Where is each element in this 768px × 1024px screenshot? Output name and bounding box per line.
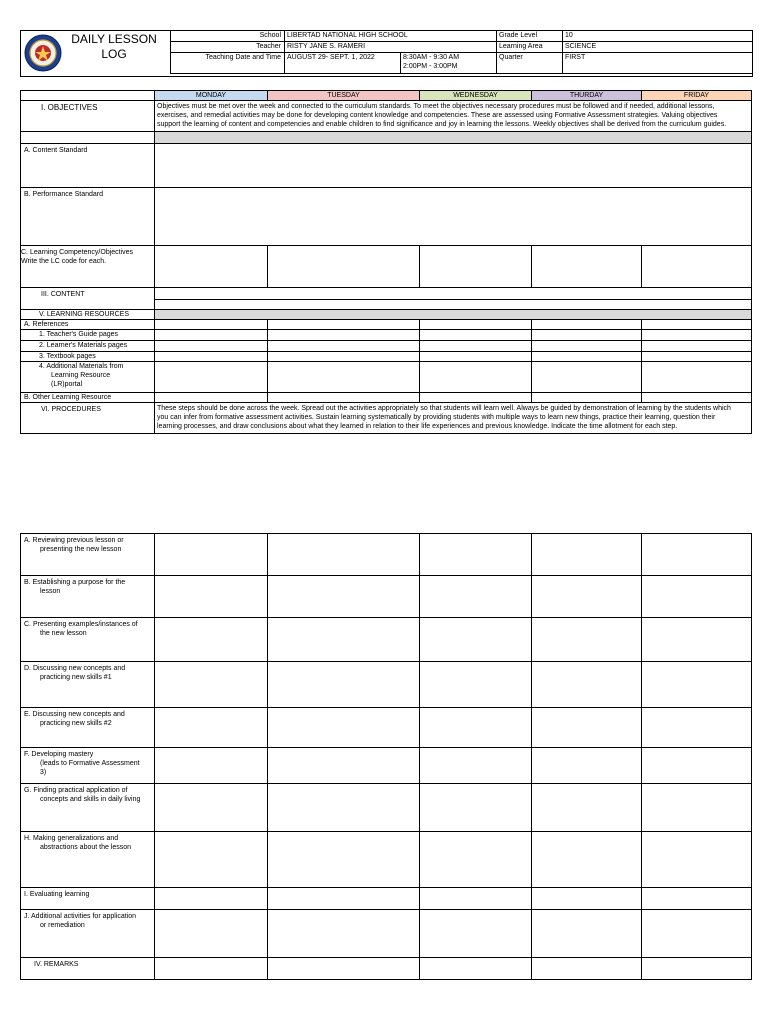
performance-standard-cell[interactable] (155, 188, 752, 246)
procedure-cell-monday[interactable] (155, 662, 268, 708)
procedure-row (21, 784, 752, 832)
header-info-table (170, 30, 753, 74)
procedure-cell-monday[interactable] (155, 618, 268, 662)
content-cell-1[interactable] (155, 288, 752, 300)
procedures-label: VI. PROCEDURES (21, 403, 155, 434)
add-mat-line3: (LR)portal (51, 381, 83, 388)
procedure-cell-monday[interactable] (155, 748, 268, 784)
procedure-cell-thursday[interactable] (532, 618, 642, 662)
procedure-label-line1: E. Discussing new concepts and (24, 711, 125, 718)
lm-pages-label: 2. Learner's Materials pages (21, 341, 155, 352)
procedure-cell-friday[interactable] (642, 708, 752, 748)
procedure-cell-monday[interactable] (155, 784, 268, 832)
competency-wednesday[interactable] (420, 246, 532, 288)
competency-friday[interactable] (642, 246, 752, 288)
content-standard-cell[interactable] (155, 144, 752, 188)
time-value-2: 2:00PM - 3:00PM (403, 63, 458, 70)
day-tuesday: TUESDAY (268, 91, 420, 101)
procedure-cell-wednesday[interactable] (420, 784, 532, 832)
procedure-row (21, 888, 752, 910)
procedure-label-line2: (leads to Formative Assessment (40, 760, 140, 767)
procedure-label-line2: abstractions about the lesson (40, 844, 132, 851)
school-label: School (171, 31, 285, 42)
procedure-label-line1: D. Discussing new concepts and (24, 665, 126, 672)
other-resource-label: B. Other Learning Resource (21, 393, 155, 403)
quarter-label: Quarter (497, 53, 563, 74)
content-standard-label: A. Content Standard (21, 144, 155, 188)
procedure-row (21, 576, 752, 618)
procedure-cell-friday[interactable] (642, 958, 752, 980)
procedures-text-3: learning processes, and draw conclusions about what they learned in relation to their life experiences and previous knowledge. Indicate the time allotment for each step. (157, 423, 678, 430)
procedure-label (21, 662, 155, 708)
blank-cell (21, 132, 155, 144)
date-label: Teaching Date and Time (171, 53, 285, 74)
objectives-text (155, 101, 752, 132)
resources-label: V. LEARNING RESOURCES (21, 310, 155, 320)
content-cell-2[interactable] (155, 300, 752, 310)
procedure-cell-thursday[interactable] (532, 784, 642, 832)
procedure-cell-friday[interactable] (642, 534, 752, 576)
procedure-cell-thursday[interactable] (532, 888, 642, 910)
procedure-label-line1: H. Making generalizations and (24, 835, 119, 842)
procedure-label-line1: A. Reviewing previous lesson or (24, 537, 124, 544)
teacher-label: Teacher (171, 42, 285, 53)
procedure-label-line1: I. Evaluating learning (24, 891, 90, 898)
procedure-cell-thursday[interactable] (532, 662, 642, 708)
procedure-cell-monday[interactable] (155, 832, 268, 888)
procedure-cell-tuesday[interactable] (268, 662, 420, 708)
procedure-cell-monday[interactable] (155, 708, 268, 748)
procedure-label-line2: practicing new skills #1 (40, 674, 112, 681)
procedures-text-1: These steps should be done across the week. Spread out the activities appropriately so that students will learn well. Always be guided by demonstration of learning by the students which (157, 405, 731, 412)
procedure-cell-wednesday[interactable] (420, 748, 532, 784)
quarter-value: FIRST (563, 53, 753, 74)
procedure-label (21, 910, 155, 958)
references-label: A. References (21, 320, 155, 330)
procedure-label (21, 748, 155, 784)
procedure-row (21, 910, 752, 958)
title-line1: DAILY LESSON (71, 32, 157, 46)
school-value: LIBERTAD NATIONAL HIGH SCHOOL (285, 31, 497, 42)
day-wednesday: WEDNESDAY (420, 91, 532, 101)
performance-standard-label: B. Performance Standard (21, 188, 155, 246)
competency-tuesday[interactable] (268, 246, 420, 288)
procedure-label (21, 708, 155, 748)
procedures-table (20, 533, 752, 980)
procedure-cell-tuesday[interactable] (268, 784, 420, 832)
procedure-cell-thursday[interactable] (532, 910, 642, 958)
procedure-row (21, 708, 752, 748)
procedure-row (21, 618, 752, 662)
competency-label (21, 246, 155, 288)
additional-materials-label (21, 362, 155, 393)
procedure-cell-friday[interactable] (642, 618, 752, 662)
competency-monday[interactable] (155, 246, 268, 288)
procedures-text-2: you can infer from formative assessment activities. Sustain learning systematically by providing students with multiple ways to learn new things, practice their learning, question their (157, 414, 716, 421)
resources-gray-band (155, 310, 752, 320)
procedure-cell-wednesday[interactable] (420, 888, 532, 910)
teacher-value: RISTY JANE S. RAMERI (285, 42, 497, 53)
objectives-label: I. OBJECTIVES (21, 101, 155, 132)
procedure-cell-tuesday[interactable] (268, 910, 420, 958)
day-friday: FRIDAY (642, 91, 752, 101)
procedure-cell-friday[interactable] (642, 662, 752, 708)
procedure-row (21, 534, 752, 576)
procedure-label (21, 534, 155, 576)
procedure-cell-tuesday[interactable] (268, 576, 420, 618)
add-mat-line1: 4. Additional Materials from (39, 363, 124, 370)
procedure-label-line3: 3) (40, 769, 47, 776)
competency-line2: Write the LC code for each. (21, 258, 107, 265)
procedure-label-line1: C. Presenting examples/instances of (24, 621, 138, 628)
procedure-row (21, 832, 752, 888)
procedure-cell-friday[interactable] (642, 910, 752, 958)
objectives-text-1: Objectives must be met over the week and connected to the curriculum standards. To meet the objectives necessary procedures must be followed and if needed, additional lessons, (157, 103, 715, 110)
procedure-label (21, 784, 155, 832)
lesson-plan-table-top (20, 90, 752, 434)
content-label: III. CONTENT (21, 288, 155, 310)
procedure-cell-tuesday[interactable] (268, 534, 420, 576)
empty-corner (21, 91, 155, 101)
procedure-cell-tuesday[interactable] (268, 748, 420, 784)
gray-band (155, 132, 752, 144)
procedure-cell-friday[interactable] (642, 784, 752, 832)
procedure-cell-tuesday[interactable] (268, 708, 420, 748)
grade-value: 10 (563, 31, 753, 42)
procedure-cell-monday[interactable] (155, 888, 268, 910)
procedure-cell-monday[interactable] (155, 534, 268, 576)
procedure-cell-wednesday[interactable] (420, 832, 532, 888)
procedure-cell-wednesday[interactable] (420, 958, 532, 980)
procedure-cell-tuesday[interactable] (268, 832, 420, 888)
procedure-cell-thursday[interactable] (532, 576, 642, 618)
school-seal-logo (24, 34, 62, 72)
procedure-row (21, 958, 752, 980)
procedure-label (21, 958, 155, 980)
procedure-cell-friday[interactable] (642, 832, 752, 888)
procedure-cell-thursday[interactable] (532, 708, 642, 748)
time-value-1: 8:30AM - 9:30 AM (403, 54, 460, 61)
procedure-label-line2: concepts and skills in daily living (40, 796, 141, 803)
procedure-cell-wednesday[interactable] (420, 708, 532, 748)
grade-label: Grade Level (497, 31, 563, 42)
procedure-label-line1: F. Developing mastery (24, 751, 94, 758)
title-line2: LOG (101, 47, 127, 61)
procedure-label (21, 576, 155, 618)
procedure-cell-thursday[interactable] (532, 534, 642, 576)
procedure-cell-wednesday[interactable] (420, 534, 532, 576)
procedure-cell-friday[interactable] (642, 748, 752, 784)
add-mat-line2: Learning Resource (51, 372, 111, 379)
procedure-cell-thursday[interactable] (532, 958, 642, 980)
area-value: SCIENCE (563, 42, 753, 53)
competency-thursday[interactable] (532, 246, 642, 288)
procedure-cell-monday[interactable] (155, 910, 268, 958)
objectives-text-3: support the learning of content and competencies and enable children to find significance and joy in learning the lessons. Weekly objectives shall be derived from the curriculum guides. (157, 121, 727, 128)
procedure-label-line2: the new lesson (40, 630, 87, 637)
procedure-row (21, 748, 752, 784)
procedure-cell-wednesday[interactable] (420, 618, 532, 662)
day-thursday: THURDAY (532, 91, 642, 101)
procedure-cell-thursday[interactable] (532, 832, 642, 888)
objectives-text-2: exercises, and remedial activities may be done for developing content knowledge and competencies. These are assessed using Formative Assessment strategies. Valuing objectives (157, 112, 718, 119)
tg-pages-label: 1. Teacher's Guide pages (21, 330, 155, 341)
procedure-label-line2: or remediation (40, 922, 85, 929)
procedure-cell-tuesday[interactable] (268, 888, 420, 910)
procedure-label-line1: G. Finding practical application of (24, 787, 128, 794)
tb-pages-label: 3. Textbook pages (21, 352, 155, 362)
procedure-row (21, 662, 752, 708)
procedure-label-line1: IV. REMARKS (34, 961, 79, 968)
procedure-cell-friday[interactable] (642, 888, 752, 910)
procedure-cell-wednesday[interactable] (420, 910, 532, 958)
procedure-label-line2: lesson (40, 588, 61, 595)
procedure-cell-wednesday[interactable] (420, 662, 532, 708)
procedure-cell-monday[interactable] (155, 958, 268, 980)
procedure-label (21, 618, 155, 662)
procedure-cell-tuesday[interactable] (268, 958, 420, 980)
area-label: Learning Area (497, 42, 563, 53)
procedure-label (21, 832, 155, 888)
competency-line1: C. Learning Competency/Objectives (21, 249, 134, 256)
date-value: AUGUST 29- SEPT. 1, 2022 (285, 53, 401, 74)
day-monday: MONDAY (155, 91, 268, 101)
procedure-label-line1: B. Establishing a purpose for the (24, 579, 126, 586)
procedure-label-line2: presenting the new lesson (40, 546, 122, 553)
procedure-label-line2: practicing new skills #2 (40, 720, 112, 727)
procedure-cell-wednesday[interactable] (420, 576, 532, 618)
time-value (401, 53, 497, 74)
page-title (64, 32, 164, 62)
procedure-label (21, 888, 155, 910)
procedure-cell-thursday[interactable] (532, 748, 642, 784)
procedure-cell-friday[interactable] (642, 576, 752, 618)
procedure-label-line1: J. Additional activities for application (24, 913, 137, 920)
procedures-text (155, 403, 752, 434)
procedure-cell-tuesday[interactable] (268, 618, 420, 662)
procedure-cell-monday[interactable] (155, 576, 268, 618)
